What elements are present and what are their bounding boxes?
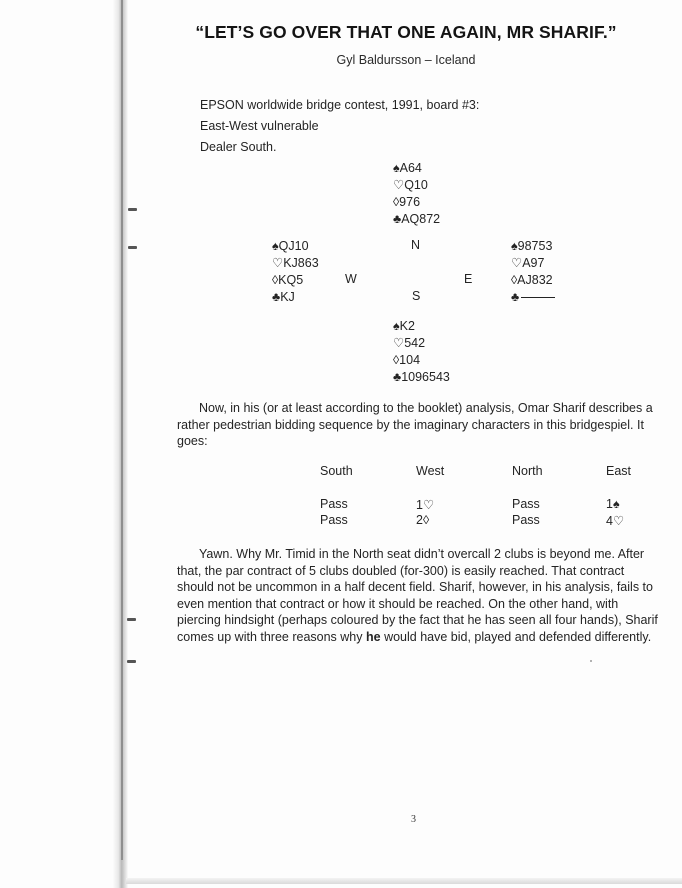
south-diamonds: ◊104 bbox=[393, 353, 421, 367]
staple-mark bbox=[127, 618, 136, 621]
intro-vulnerability: East-West vulnerable bbox=[200, 119, 319, 133]
paragraph-analysis bbox=[177, 400, 661, 450]
page-bottom-edge bbox=[126, 878, 682, 884]
binding-edge bbox=[121, 0, 123, 860]
north-hearts: ♡Q10 bbox=[393, 178, 428, 192]
north-hand bbox=[393, 160, 440, 228]
auction-bid: 1♡ bbox=[416, 498, 435, 512]
intro-dealer: Dealer South. bbox=[200, 140, 277, 154]
west-spades: ♠QJ10 bbox=[272, 239, 309, 253]
paragraph-commentary bbox=[177, 546, 661, 646]
south-hearts: ♡542 bbox=[393, 336, 426, 350]
compass-west: W bbox=[345, 272, 357, 286]
east-hand bbox=[511, 238, 555, 306]
auction-bid: 4♡ bbox=[606, 514, 625, 528]
staple-mark bbox=[128, 208, 137, 211]
south-hand bbox=[393, 318, 450, 386]
paper-speck bbox=[590, 660, 592, 662]
auction-bid: Pass bbox=[512, 513, 540, 527]
auction-bid: Pass bbox=[320, 497, 348, 511]
auction-header-south: South bbox=[320, 464, 353, 478]
south-clubs: ♣1096543 bbox=[393, 370, 450, 384]
auction-bid: 2◊ bbox=[416, 513, 430, 527]
article-title: “LET’S GO OVER THAT ONE AGAIN, MR SHARIF.” bbox=[195, 22, 617, 42]
south-spades: ♠K2 bbox=[393, 319, 415, 333]
west-diamonds: ◊KQ5 bbox=[272, 273, 304, 287]
auction-header-north: North bbox=[512, 464, 543, 478]
intro-contest: EPSON worldwide bridge contest, 1991, board #3: bbox=[200, 98, 480, 112]
staple-mark bbox=[127, 660, 136, 663]
void-dash bbox=[521, 297, 555, 298]
west-clubs: ♣KJ bbox=[272, 290, 295, 304]
auction-header-west: West bbox=[416, 464, 445, 478]
east-hearts: ♡A97 bbox=[511, 256, 545, 270]
compass-south: S bbox=[412, 289, 421, 303]
east-spades: ♠98753 bbox=[511, 239, 553, 253]
west-hand bbox=[272, 238, 319, 306]
east-diamonds: ◊AJ832 bbox=[511, 273, 553, 287]
page-number: 3 bbox=[411, 814, 416, 825]
auction-bid: Pass bbox=[512, 497, 540, 511]
staple-mark bbox=[128, 246, 137, 249]
paragraph-analysis-text: Now, in his (or at least according to the booklet) analysis, Omar Sharif describes a rather pedestrian bidding sequence by the imaginary characters in this bridgespiel. It goes: bbox=[177, 401, 653, 449]
north-spades: ♠A64 bbox=[393, 161, 422, 175]
compass-north: N bbox=[411, 238, 421, 252]
auction-bid: 1♠ bbox=[606, 497, 620, 511]
article-author: Gyl Baldursson – Iceland bbox=[336, 53, 476, 67]
commentary-text-end: would have bid, played and defended differently. bbox=[380, 629, 652, 644]
compass-east: E bbox=[464, 272, 473, 286]
north-clubs: ♣AQ872 bbox=[393, 212, 441, 226]
north-diamonds: ◊976 bbox=[393, 195, 421, 209]
auction-header-east: East bbox=[606, 464, 632, 478]
commentary-emphasis: he bbox=[366, 629, 381, 644]
west-hearts: ♡KJ863 bbox=[272, 256, 319, 270]
east-clubs: ♣ bbox=[511, 290, 520, 304]
auction-bid: Pass bbox=[320, 513, 348, 527]
east-clubs-row bbox=[511, 289, 555, 306]
commentary-text: Yawn. Why Mr. Timid in the North seat didn’t overcall 2 clubs is beyond me. After that, the par contract of 5 clubs doubled (for-300) is easily reached. That contract should not be uncommon in a half decent field. Sharif, however, in his analysis, fails to even mention that contract or how it should be reached. On the other hand, with piercing hindsight (perhaps coloured by the fact that he has seen all four hands), Sharif comes up with three reasons why bbox=[177, 547, 658, 644]
binding-shadow bbox=[112, 0, 128, 888]
